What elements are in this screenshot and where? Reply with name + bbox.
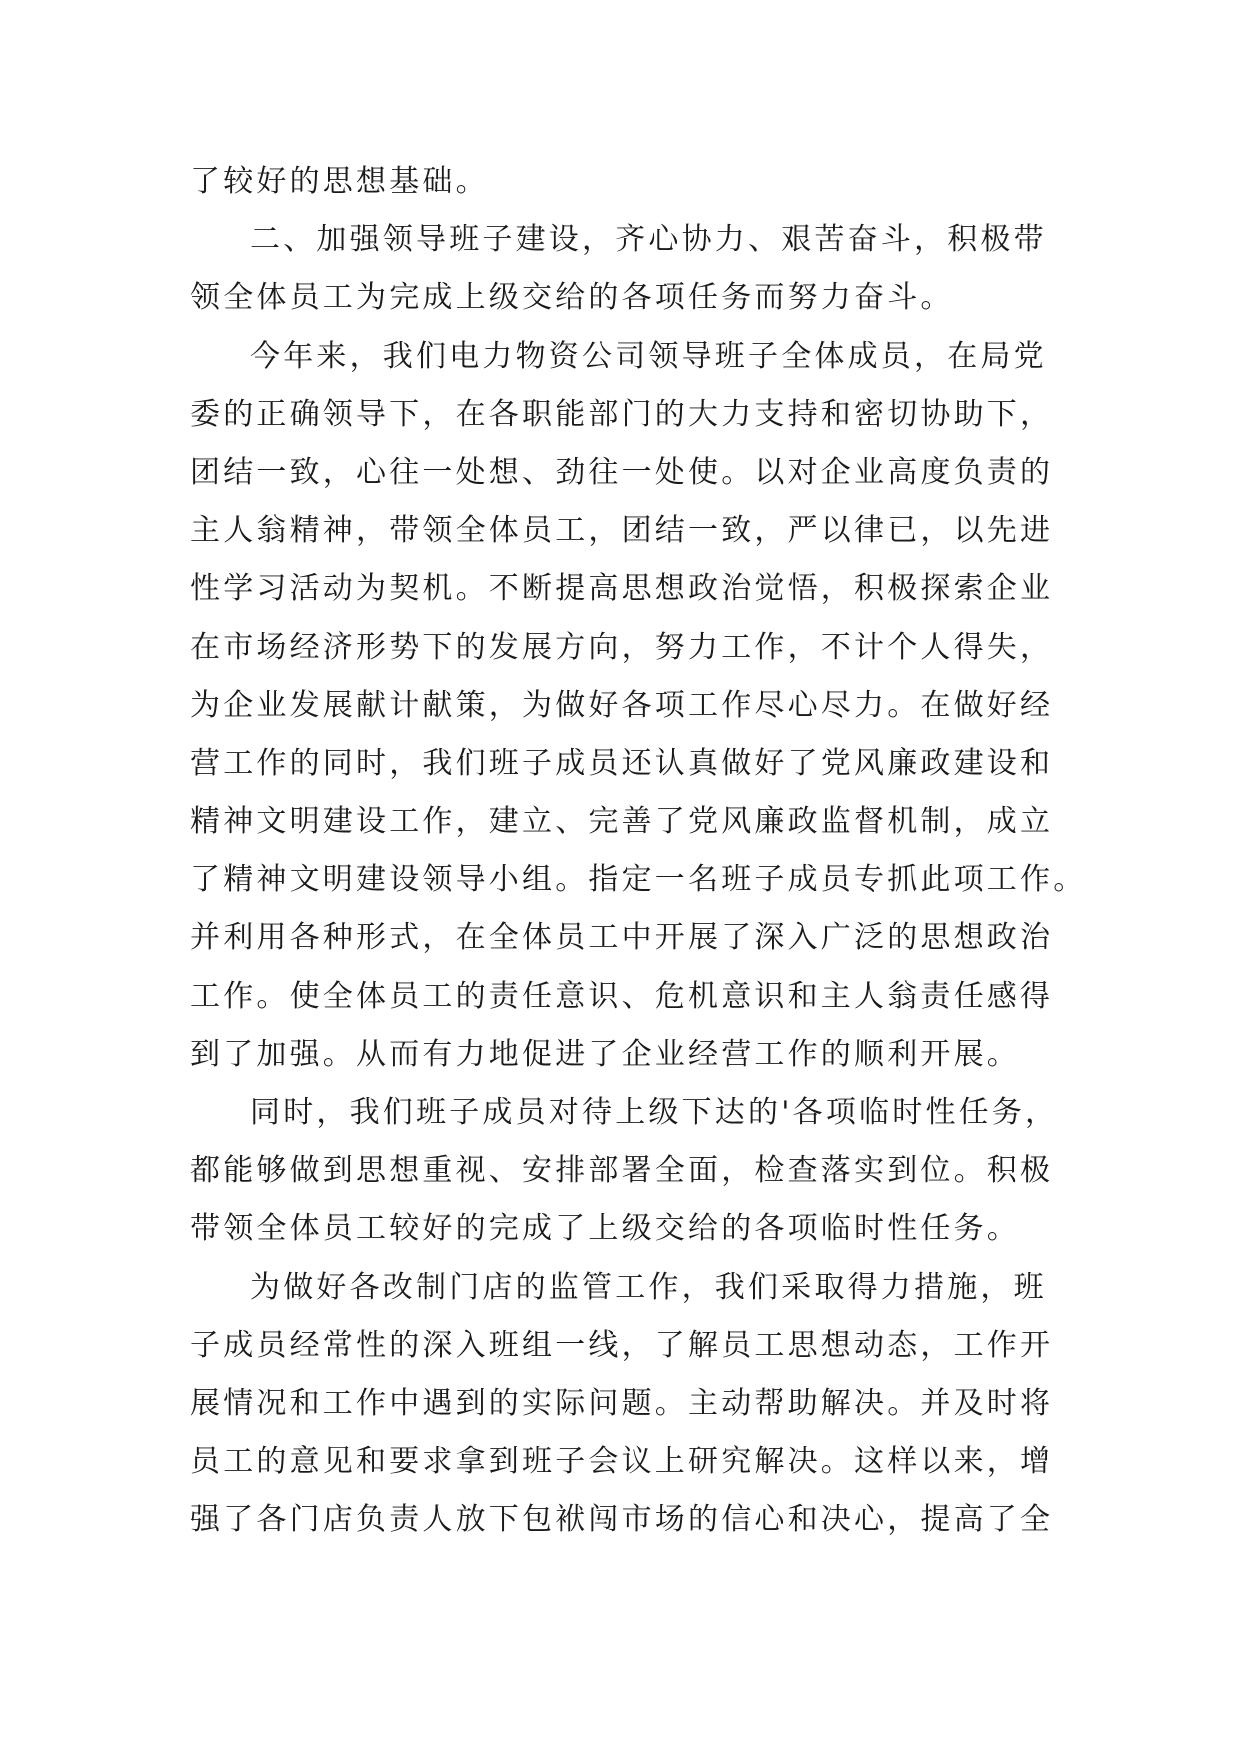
text-line: 为企业发展献计献策，为做好各项工作尽心尽力。在做好经 [190,687,1054,723]
text-line: 二、加强领导班子建设，齐心协力、艰苦奋斗，积极带 [250,222,1047,258]
text-line: 精神文明建设工作，建立、完善了党风廉政监督机制，成立 [190,804,1054,840]
text-line: 工作。使全体员工的责任意识、危机意识和主人翁责任感得 [190,978,1054,1014]
text-line: 了精神文明建设领导小组。指定一名班子成员专抓此项工作。 [190,862,1087,898]
body-text [190,153,1087,1550]
text-line: 子成员经常性的深入班组一线，了解员工思想动态，工作开 [190,1327,1054,1363]
text-line: 性学习活动为契机。不断提高思想政治觉悟，积极探索企业 [190,571,1054,607]
text-line: 带领全体员工较好的完成了上级交给的各项临时性任务。 [190,1211,1020,1247]
text-line: 展情况和工作中遇到的实际问题。主动帮助解决。并及时将 [190,1385,1054,1421]
text-line: 委的正确领导下，在各职能部门的大力支持和密切协助下， [190,396,1054,432]
text-line: 了较好的思想基础。 [190,164,489,199]
text-line: 到了加强。从而有力地促进了企业经营工作的顺利开展。 [190,1036,1020,1072]
text-line: 员工的意见和要求拿到班子会议上研究解决。这样以来，增 [190,1444,1054,1480]
text-line: 营工作的同时，我们班子成员还认真做好了党风廉政建设和 [190,745,1054,781]
text-line: 同时，我们班子成员对待上级下达的'各项临时性任务， [250,1095,1059,1130]
text-line: 今年来，我们电力物资公司领导班子全体成员，在局党 [250,338,1047,374]
text-line: 强了各门店负责人放下包袱闯市场的信心和决心，提高了全 [190,1502,1054,1538]
text-line: 主人翁精神，带领全体员工，团结一致，严以律已，以先进 [190,513,1054,549]
text-line: 都能够做到思想重视、安排部署全面，检查落实到位。积极 [190,1153,1054,1189]
text-line: 团结一致，心往一处想、劲往一处使。以对企业高度负责的 [190,454,1054,490]
text-line: 领全体员工为完成上级交给的各项任务而努力奋斗。 [190,280,954,316]
text-line: 为做好各改制门店的监管工作，我们采取得力措施，班 [250,1269,1047,1305]
text-line: 在市场经济形势下的发展方向，努力工作，不计个人得失， [190,629,1054,665]
text-line: 并利用各种形式，在全体员工中开展了深入广泛的思想政治 [190,920,1054,956]
